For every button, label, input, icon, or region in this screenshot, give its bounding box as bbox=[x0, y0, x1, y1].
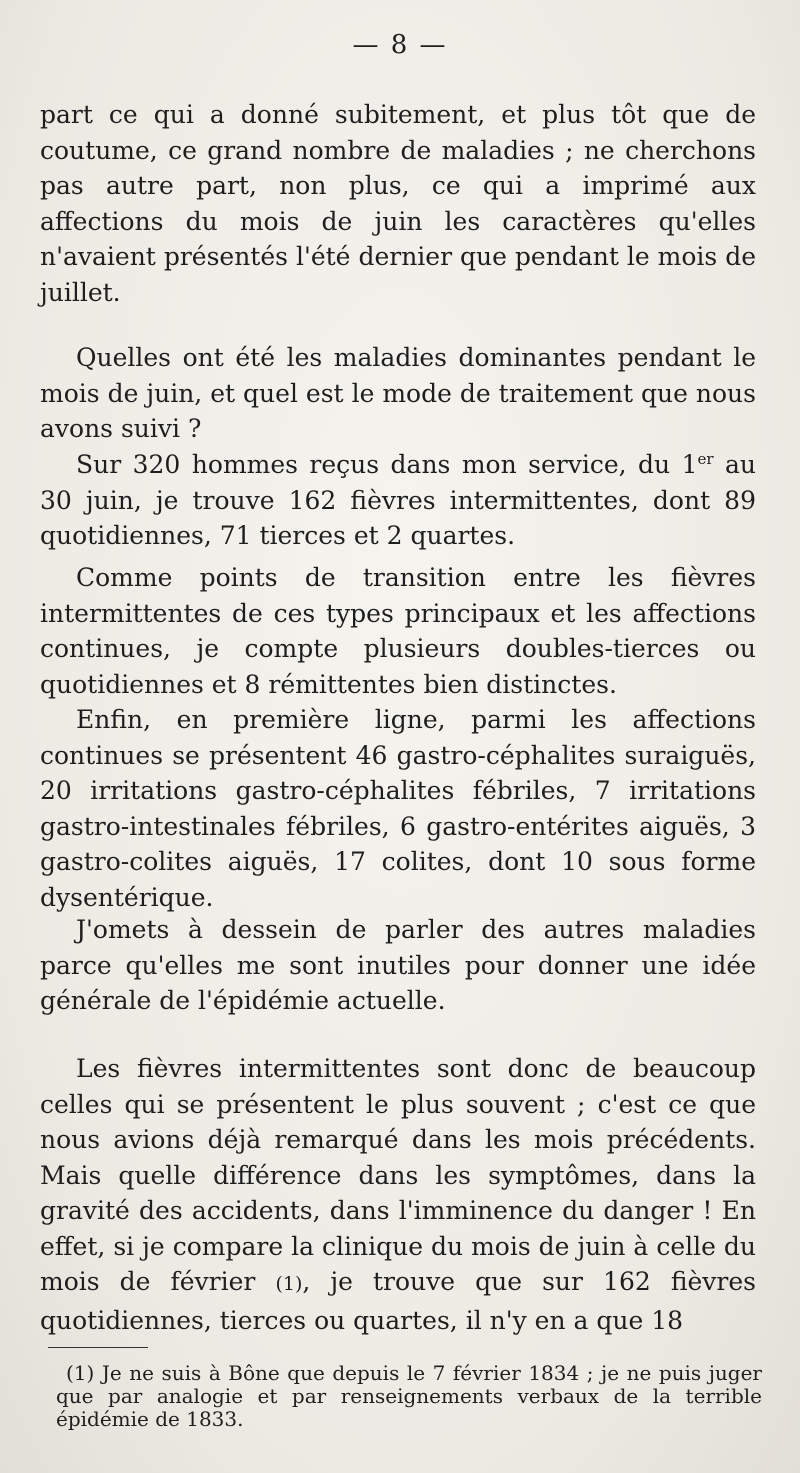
paragraph-omission: J'omets à dessein de parler des autres maladies parce qu'elles me sont inutiles pour donner une idée générale de l'épidémie actuelle. bbox=[40, 915, 756, 1015]
statistics-text-start: Sur 320 hommes reçus dans mon service, du 1 bbox=[76, 450, 698, 479]
paragraph-question: Quelles ont été les maladies dominantes pendant le mois de juin, et quel est le mode de traitement que nous avons suivi ? bbox=[40, 343, 756, 443]
footnote-reference: (1) bbox=[275, 1273, 303, 1295]
paragraph-intermittent-fevers bbox=[40, 1051, 756, 1338]
fevers-text-end: , je trouve que sur 162 fièvres quotidiennes, tierces ou quartes, il n'y en a que 18 bbox=[40, 1267, 756, 1335]
paragraph-continuation: part ce qui a donné subitement, et plus tôt que de coutume, ce grand nombre de maladies ; ne cherchons pas autre part, non plus, ce qui a imprimé aux affections du mois de juin les caractères qu'elles n'avaient présentés l'été dernier que pendant le mois de juillet. bbox=[40, 100, 756, 307]
footnote-marker: (1) bbox=[66, 1361, 95, 1385]
page-number: — 8 — bbox=[352, 30, 448, 60]
paragraph-continuous-affections: Enfin, en première ligne, parmi les affections continues se présentent 46 gastro-céphalites suraiguës, 20 irritations gastro-céphalites fébriles, 7 irritations gastro-intestinales fébriles, 6 gastro-entérites aiguës, 3 gastro-colites aiguës, 17 colites, dont 10 sous forme dysentérique. bbox=[40, 705, 756, 912]
paragraph-statistics bbox=[40, 447, 756, 554]
ordinal-superscript: er bbox=[697, 450, 714, 468]
footnote-separator bbox=[48, 1347, 148, 1348]
fevers-text-start: Les fièvres intermittentes sont donc de beaucoup celles qui se présentent le plus souvent ; c'est ce que nous avions déjà remarqué dans les mois précédents. Mais quelle différence dans les symptômes, dans la gravité des accidents, dans l'imminence du danger ! En effet, si je compare la clinique du mois de juin à celle du mois de février bbox=[40, 1054, 756, 1296]
footnote-text: Je ne suis à Bône que depuis le 7 février 1834 ; je ne puis juger que par analogie et par renseignements verbaux de la terrible épidémie de 1833. bbox=[56, 1361, 762, 1431]
statistics-text-end: au 30 juin, je trouve 162 fièvres intermittentes, dont 89 quotidiennes, 71 tierces et 2 quartes. bbox=[40, 450, 756, 550]
paragraph-transition: Comme points de transition entre les fièvres intermittentes de ces types principaux et les affections continues, je compte plusieurs doubles-tierces ou quotidiennes et 8 rémittentes bien distinctes. bbox=[40, 563, 756, 699]
footnote bbox=[56, 1362, 762, 1431]
